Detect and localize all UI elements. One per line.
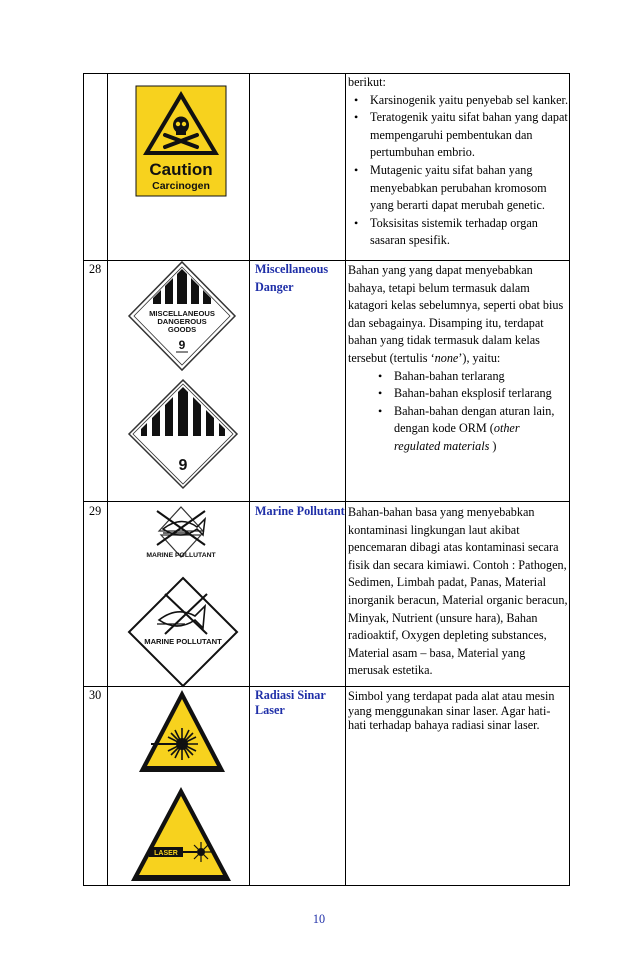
- list-item: • Toksisitas sistemik terhadap organ sasaran spesifik.: [348, 215, 568, 250]
- row-number: 29: [89, 504, 102, 518]
- row-name: Miscellaneous Danger: [255, 262, 329, 294]
- row-number: 28: [89, 262, 102, 276]
- caution-title: Caution: [149, 160, 213, 179]
- carcinogen-bullets: [348, 92, 568, 250]
- list-item: • Teratogenik yaitu sifat bahan yang dapat mempengaruhi pembentukan dan pertumbuhan embrio.: [348, 109, 568, 162]
- row-marine-description: Bahan-bahan basa yang menyebabkan kontaminasi lingkungan laut akibat pencemaran dibagi atas kontaminasi secara fisik dan secara kimiawi. Contoh : Pathogen, Sedimen, Limbah padat, Panas, Material inorganik beracun, Material organic beracun, Minyak, Nutrient (unsure hara), Bahan radioaktif, Oxygen depleting substances, Material asam – basa, Material yang merusak estetika.: [348, 505, 568, 678]
- marine-pollutant-diamond-sign-icon: [127, 576, 239, 693]
- sign-text: MARINE POLLUTANT: [146, 552, 216, 559]
- column-divider: [249, 73, 250, 886]
- marine-pollutant-sign-icon: [133, 505, 229, 578]
- list-item: • Mutagenic yaitu sifat bahan yang menyebabkan perubahan kromosom yang berarti dapat merubah genetic.: [348, 162, 568, 215]
- row-name: Marine Pollutant: [255, 504, 345, 518]
- class-number: 9: [178, 457, 188, 474]
- misc-bullets: [348, 368, 568, 456]
- laser-radiation-sign-icon: [137, 688, 227, 779]
- sign-text-line: MISCELLANEOUS: [149, 309, 215, 318]
- row-number: 30: [89, 688, 102, 702]
- sign-text-line: DANGEROUS: [157, 317, 207, 326]
- description-text: Bahan yang yang dapat menyebabkan bahaya, tetapi belum termasuk dalam katagori kelas sebelumnya, seperti obat bius dan sebagainya. Disamping itu, terdapat bahan yang tidak termasuk dalam kelas tersebut (tertulis ‘none’), yaitu:: [348, 263, 564, 365]
- caution-carcinogen-sign-icon: [135, 85, 227, 202]
- table-border-left: [83, 73, 84, 886]
- page-number: 10: [312, 912, 326, 926]
- class-9-hazard-sign-icon: [127, 378, 239, 495]
- list-item: • Bahan-bahan dengan aturan lain, dengan kode ORM (other regulated materials ): [348, 403, 568, 456]
- list-item: • Karsinogenik yaitu penyebab sel kanker.: [348, 92, 568, 110]
- laser-label: LASER: [154, 850, 178, 857]
- description-lead: berikut:: [348, 75, 386, 89]
- list-item: • Bahan-bahan eksplosif terlarang: [348, 385, 568, 403]
- row-misc-description: [348, 262, 568, 456]
- miscellaneous-dangerous-goods-sign-icon: [127, 260, 237, 377]
- list-item: • Bahan-bahan terlarang: [348, 368, 568, 386]
- caution-subtitle: Carcinogen: [152, 180, 210, 192]
- column-divider: [107, 73, 108, 886]
- row-name: Radiasi Sinar Laser: [255, 688, 326, 717]
- row-laser-description: Simbol yang terdapat pada alat atau mesin yang menggunakan sinar laser. Agar hati-hati terhadap bahaya radiasi sinar laser.: [348, 689, 555, 732]
- row-divider: [83, 501, 570, 502]
- sign-text: MARINE POLLUTANT: [144, 637, 222, 646]
- sign-text-line: GOODS: [167, 325, 197, 334]
- hazard-symbol-table: [83, 73, 570, 886]
- row-carcinogen-description: [348, 74, 568, 250]
- laser-warning-sign-icon: [129, 785, 233, 888]
- column-divider: [345, 73, 346, 886]
- class-number: 9: [178, 338, 186, 352]
- table-border-right: [569, 73, 570, 886]
